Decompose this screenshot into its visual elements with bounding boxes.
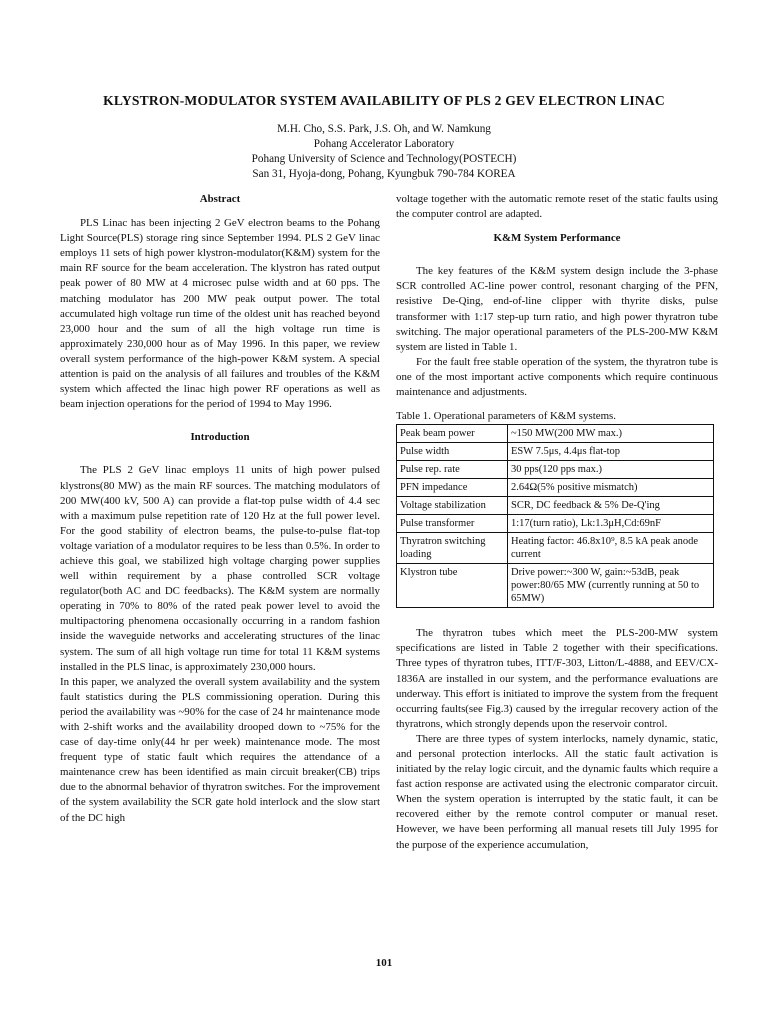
table-row xyxy=(397,533,714,564)
left-column xyxy=(60,192,380,826)
table-row xyxy=(397,479,714,497)
table-row xyxy=(397,443,714,461)
table-cell-param: Pulse transformer xyxy=(397,515,508,533)
table-row xyxy=(397,425,714,443)
introduction-paragraph-2: In this paper, we analyzed the overall system availability and the system fault statistics during the PLS commissioning operation. During this period the availability was ~90% for the case of 24 hr maintenance mode with 2-shift works and the availability drooped down to ~75% for the case of day-time only(44 hr per week) maintenance mode. The most frequent type of static fault which requires the attendance of a maintenance crew has been identified as main circuit breaker(CB) trips due to the abnormal behavior of thyratron switches. For the improvement of the system availability the SCR gate hold interlock and the slow start of the DC high xyxy=(60,675,380,824)
table-row xyxy=(397,497,714,515)
table-row xyxy=(397,515,714,533)
affiliation-university: Pohang University of Science and Technology(POSTECH) xyxy=(251,153,517,165)
performance-heading: K&M System Performance xyxy=(493,232,621,245)
abstract-heading: Abstract xyxy=(199,193,241,205)
abstract-text: PLS Linac has been injecting 2 GeV electron beams to the Pohang Light Source(PLS) storage ring since September 1994. PLS 2 GeV linac employs 11 sets of high power klystron-modulator(K&M) system for the main RF source for the beam acceleration. The klystron has rated output peak power of 80 MW at 4 microsec pulse width and at 60 pps. The matching modulator has 200 MW peak output power. The total accumulated high voltage run time of the oldest unit has reached beyond 23,000 hour and the sum of all the high voltage run time is approximately 230,000 hour as of May 1996. In this paper, we review overall system performance of the high-power K&M system. A special attention is paid on the analysis of all failures and troubles of the K&M system which affected the linac high power RF operations as well as beam injection operations for the period of 1994 to May 1996. xyxy=(60,217,380,411)
table-cell-value: 1:17(turn ratio), Lk:1.3μH,Cd:69nF xyxy=(508,515,714,533)
author-block xyxy=(140,122,628,182)
table-row xyxy=(397,564,714,608)
table-cell-param: Pulse rep. rate xyxy=(397,461,508,479)
introduction-continued: voltage together with the automatic remote reset of the static faults using the computer control are adapted. xyxy=(396,193,718,221)
introduction-heading: Introduction xyxy=(190,431,250,444)
table1-caption: Table 1. Operational parameters of K&M systems. xyxy=(396,410,617,423)
performance-paragraph-4: There are three types of system interlocks, namely dynamic, static, and personal protection interlocks. All the static fault activation is initiated by the relay logic circuit, and the dynamic faults which require a fast action response are activated using the electronic comparator circuit. When the system operation is interrupted by the static fault, it can be recovered either by the remote control computer or manual reset. However, we have been performing all manual resets till July 1995 for the purpose of the experience accumulation, xyxy=(396,732,718,851)
performance-paragraph-3: The thyratron tubes which meet the PLS-200-MW system specifications are listed in Table 2 together with their specifications. Three types of thyratron tubes, ITT/F-303, Litton/L-4888, and EEV/CX-1836A are installed in our system, and the performance evaluations are underway. This effort is initiated to improve the system from the frequent occurring faults(see Fig.3) caused by the irregular recovery action of the thyratrons, which strongly depends upon the reservoir control. xyxy=(396,627,718,730)
address: San 31, Hyoja-dong, Pohang, Kyungbuk 790-784 KOREA xyxy=(252,168,516,180)
table-cell-value: Drive power:~300 W, gain:~53dB, peak power:80/65 MW (currently running at 50 to 65MW) xyxy=(508,564,714,608)
table-cell-value: ESW 7.5μs, 4.4μs flat-top xyxy=(508,443,714,461)
authors: M.H. Cho, S.S. Park, J.S. Oh, and W. Namkung xyxy=(277,123,491,135)
table-cell-value: SCR, DC feedback & 5% De-Q'ing xyxy=(508,497,714,515)
table-cell-param: Thyratron switching loading xyxy=(397,533,508,564)
page-number: 101 xyxy=(375,957,393,969)
table-cell-param: Voltage stabilization xyxy=(397,497,508,515)
performance-paragraph-2: For the fault free stable operation of the system, the thyratron tube is one of the most important active components which require continuous maintenance and adjustments. xyxy=(396,355,718,399)
table-row xyxy=(397,461,714,479)
table-cell-value: 2.64Ω(5% positive mismatch) xyxy=(508,479,714,497)
table-cell-param: Klystron tube xyxy=(397,564,508,608)
performance-paragraph-1: The key features of the K&M system design include the 3-phase SCR controlled AC-line power control, resonant charging of the PFN, resistive De-Qing, end-of-line clipper with thyrite disks, pulse transformer with 1:17 step-up turn ratio, and high power thyratron tube switching. The major operational parameters of the PLS-200-MW K&M system are listed in Table 1. xyxy=(396,265,718,353)
table1 xyxy=(396,424,714,608)
affiliation-lab: Pohang Accelerator Laboratory xyxy=(313,138,455,150)
table-cell-value: Heating factor: 46.8x10⁹, 8.5 kA peak anode current xyxy=(508,533,714,564)
right-column xyxy=(396,192,718,853)
table-cell-value: ~150 MW(200 MW max.) xyxy=(508,425,714,443)
table-cell-param: Pulse width xyxy=(397,443,508,461)
table-cell-param: PFN impedance xyxy=(397,479,508,497)
table-cell-value: 30 pps(120 pps max.) xyxy=(508,461,714,479)
introduction-paragraph-1: The PLS 2 GeV linac employs 11 units of high power pulsed klystrons(80 MW) as the main RF sources. The matching modulators of 200 MW(400 kV, 500 A) can provide a flat-top pulse width of 4.4 sec with a maximum pulse repetition rate of 120 Hz at the full power level. For the good stability of electron beams, the pulse-to-pulse flat-top voltage variation of a modulator requires to be less than 0.5%. In order to achieve this goal, we stabilized high voltage charging power supplies well within requirement by a phase controlled SCR voltage regulator(both AC and DC feedbacks). The K&M system are normally operating in 70% to 80% of the rated peak power level to avoid the multipactoring phenomena occasionally occurring in a random fashion inside the waveguide networks and accelerating structures of the linac system. The sum of all high voltage run time for total 11 K&M systems installed in the PLS linac, is approximately 230,000 hours. xyxy=(60,464,380,673)
table-cell-param: Peak beam power xyxy=(397,425,508,443)
paper-title: KLYSTRON-MODULATOR SYSTEM AVAILABILITY OF PLS 2 GEV ELECTRON LINAC xyxy=(103,93,665,108)
